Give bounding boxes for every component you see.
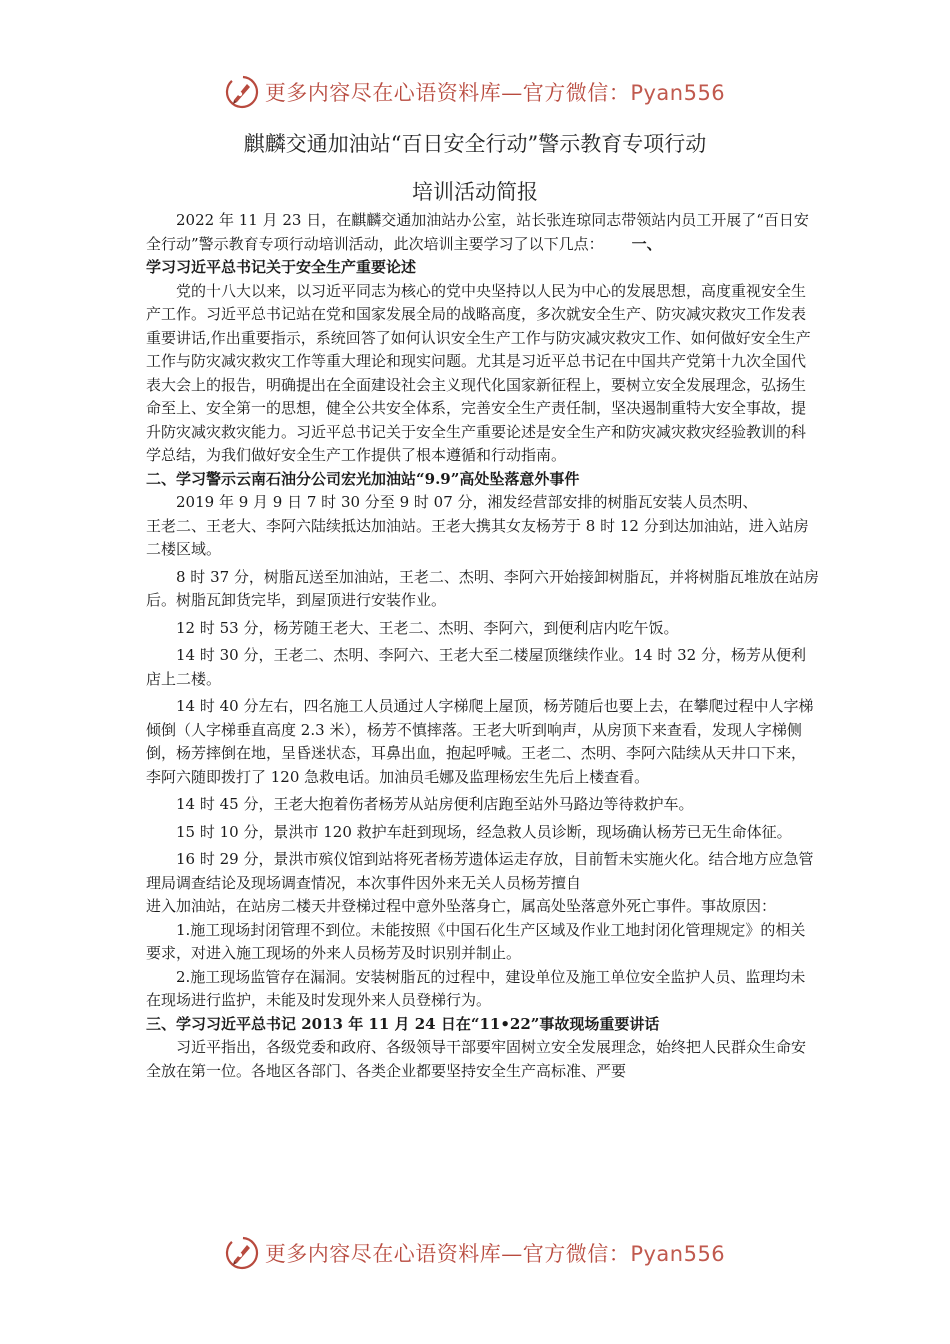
event-para-7: 15 时 10 分，景洪市 120 救护车赶到现场，经急救人员诊断，现场确认杨芳已无生命体征。 bbox=[176, 822, 792, 841]
event-para-6: 14 时 45 分，王老大抱着伤者杨芳从站房便利店跑至站外马路边等待救护车。 bbox=[176, 795, 694, 813]
event-para-4: 14 时 30 分，王老二、杰明、李阿六、王老大至二楼屋顶继续作业。14 时 32 分，杨芳从便利店上二楼。 bbox=[146, 646, 806, 688]
intro-text: 2022 年 11 月 23 日，在麒麟交通加油站办公室，站长张连琼同志带领站内员工开展了“百日安全行动”警示教育专项行动培训活动，此次培训主要学习了以下几点： bbox=[146, 211, 809, 253]
document-subtitle: 培训活动简报 bbox=[412, 180, 538, 204]
footer-banner bbox=[0, 1231, 950, 1275]
section1-number: 一、 bbox=[631, 234, 662, 253]
section2-heading: 二、学习警示云南石油分公司宏光加油站“9.9”高处坠落意外事件 bbox=[146, 469, 580, 488]
section3-body: 习近平指出，各级党委和政府、各级领导干部要牢固树立安全发展理念，始终把人民群众生命安全放在第一位。各地区各部门、各类企业都要坚持安全生产高标准、严要 bbox=[146, 1038, 807, 1080]
section1-heading: 学习习近平总书记关于安全生产重要论述 bbox=[146, 258, 417, 276]
banner-label: 更多内容尽在心语资料库—官方微信： bbox=[264, 81, 631, 105]
event-para-5: 14 时 40 分左右，四名施工人员通过人字梯爬上屋顶，杨芳随后也要上去，在攀爬过程中人字梯倾倒（人字梯垂直高度 2.3 米），杨芳不慎摔落。王老大听到响声，从房顶下来查看，发现人字梯侧倒，杨芳摔倒在地，呈昏迷状态，耳鼻出血，抱起呼喊。王老二、杰明、李阿六陆续从天井口下来，李阿六随即拨打了 120 急救电话。加油员毛娜及监理杨宏生先后上楼查看。 bbox=[146, 697, 814, 786]
event-para-1b: 王老二、王老大、李阿六陆续抵达加油站。王老大携其女友杨芳于 8 时 12 分到达加油站，进入站房二楼区域。 bbox=[146, 516, 809, 558]
banner-label: 更多内容尽在心语资料库—官方微信： bbox=[264, 1242, 631, 1266]
intro-paragraph bbox=[146, 209, 820, 256]
event-para-3: 12 时 53 分，杨芳随王老大、王老二、杰明、李阿六，到便利店内吃午饭。 bbox=[176, 618, 679, 637]
pen-emblem-icon bbox=[225, 75, 259, 109]
section3-heading: 三、学习习近平总书记 2013 年 11 月 24 日在“11•22”事故现场重要讲话 bbox=[146, 1014, 660, 1033]
document-title: 麒麟交通加油站“百日安全行动”警示教育专项行动 bbox=[243, 132, 707, 156]
wechat-id: Pyan556 bbox=[630, 81, 726, 105]
event-para-2: 8 时 37 分，树脂瓦送至加油站，王老二、杰明、李阿六开始接卸树脂瓦，并将树脂瓦堆放在站房后。树脂瓦卸货完毕，到屋顶进行安装作业。 bbox=[146, 567, 819, 609]
section1-body: 党的十八大以来，以习近平同志为核心的党中央坚持以人民为中心的发展思想，高度重视安全生产工作。习近平总书记站在党和国家发展全局的战略高度，多次就安全生产、防灾减灾救灾工作发表重要讲话,作出重要指示，系统回答了如何认识安全生产工作与防灾减灾救灾工作、如何做好安全生产工作与防灾减灾救灾工作等重大理论和现实问题。尤其是习近平总书记在中国共产党第十九次全国代表大会上的报告，明确提出在全面建设社会主义现代化国家新征程上，要树立安全发展理念，弘扬生命至上、安全第一的思想，健全公共安全体系，完善安全生产责任制，坚决遏制重特大安全事故，提升防灾减灾救灾能力。习近平总书记关于安全生产重要论述是安全生产和防灾减灾救灾经验教训的科学总结，为我们做好安全生产工作提供了根本遵循和行动指南。 bbox=[146, 281, 811, 464]
banner-text bbox=[265, 77, 725, 107]
wechat-id: Pyan556 bbox=[630, 1242, 726, 1266]
event-para-8a: 16 时 29 分，景洪市殡仪馆到站将死者杨芳遗体运走存放，目前暂未实施火化。结合地方应急管理局调查结论及现场调查情况，本次事件因外来无关人员杨芳擅自 bbox=[146, 850, 814, 892]
cause-1: 1.施工现场封闭管理不到位。未能按照《中国石化生产区域及作业工地封闭化管理规定》的相关要求，对进入施工现场的外来人员杨芳及时识别并制止。 bbox=[146, 920, 806, 962]
cause-2: 2.施工现场监管存在漏洞。安装树脂瓦的过程中，建设单位及施工单位安全监护人员、监理均未在现场进行监护，未能及时发现外来人员登梯行为。 bbox=[146, 967, 806, 1009]
document-body bbox=[146, 209, 820, 1083]
header-banner bbox=[0, 70, 950, 114]
event-para-1a: 2019 年 9 月 9 日 7 时 30 分至 9 时 07 分，湘发经营部安排的树脂瓦安装人员杰明、 bbox=[176, 493, 758, 511]
banner-text bbox=[265, 1238, 725, 1268]
pen-emblem-icon bbox=[225, 1236, 259, 1270]
event-para-8b: 进入加油站，在站房二楼天井登梯过程中意外坠落身亡，属高处坠落意外死亡事件。事故原因： bbox=[146, 897, 777, 915]
